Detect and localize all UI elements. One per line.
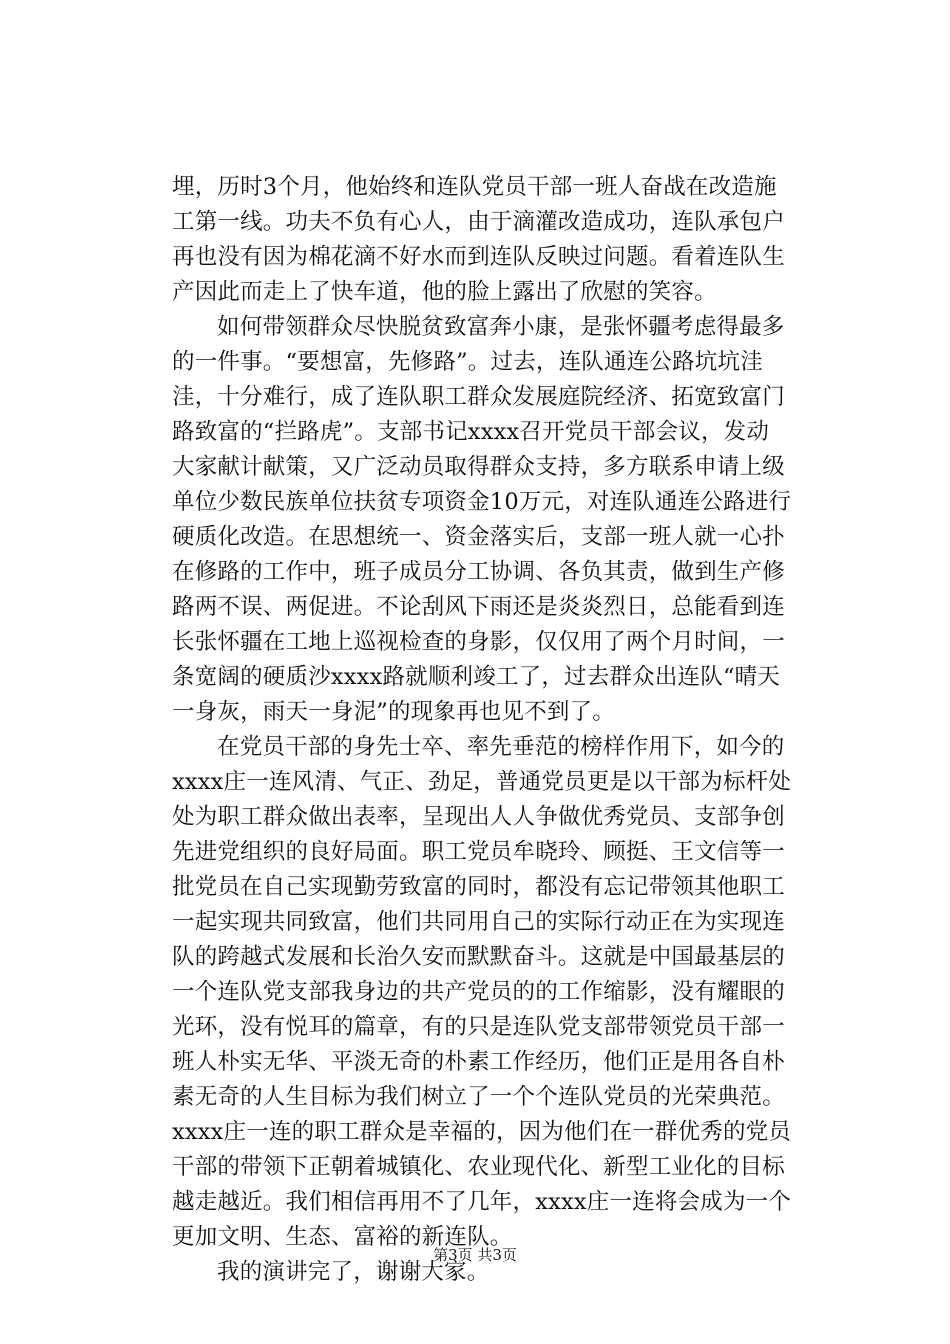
text-line: xxxx庄一连风清、气正、劲足，普通党员更是以干部为标杆处 — [172, 769, 792, 795]
page-footer: 第3页 共3页 — [433, 1246, 517, 1264]
text-line: 再也没有因为棉花滴不好水而到连队反映过问题。看着连队生 — [172, 244, 785, 270]
paragraph — [172, 170, 792, 310]
text-line: 越走越近。我们相信再用不了几年，xxxx庄一连将会成为一个 — [172, 1189, 792, 1215]
text-line: 干部的带领下正朝着城镇化、农业现代化、新型工业化的目标 — [172, 1154, 785, 1180]
text-line: 大家献计献策，又广泛动员取得群众支持，多方联系申请上级 — [172, 454, 785, 480]
text-line: 光环，没有悦耳的篇章，有的只是连队党支部带领党员干部一 — [172, 1014, 785, 1040]
text-line: 处为职工群众做出表率，呈现出人人争做优秀党员、支部争创 — [172, 804, 785, 830]
text-line: 路两不误、两促进。不论刮风下雨还是炎炎烈日，总能看到连 — [172, 594, 785, 620]
text-line: 条宽阔的硬质沙xxxx路就顺利竣工了，过去群众出连队“晴天 — [172, 664, 781, 690]
text-line: 我的演讲完了，谢谢大家。 — [217, 1259, 490, 1285]
text-line: 班人朴实无华、平淡无奇的朴素工作经历，他们正是用各自朴 — [172, 1049, 785, 1075]
text-line: 批党员在自己实现勤劳致富的同时，都没有忘记带领其他职工 — [172, 874, 785, 900]
text-line: 洼，十分难行，成了连队职工群众发展庭院经济、拓宽致富门 — [172, 384, 785, 410]
paragraph — [172, 310, 792, 730]
text-line: 先进党组织的良好局面。职工党员牟晓玲、顾挺、王文信等一 — [172, 839, 785, 865]
text-line: 在修路的工作中，班子成员分工协调、各负其责，做到生产修 — [172, 559, 785, 585]
text-line: 一身灰，雨天一身泥”的现象再也见不到了。 — [172, 699, 616, 725]
text-line: xxxx庄一连的职工群众是幸福的，因为他们在一群优秀的党员 — [172, 1119, 792, 1145]
text-line: 素无奇的人生目标为我们树立了一个个连队党员的光荣典范。 — [172, 1084, 785, 1110]
text-line: 埋，历时3个月，他始终和连队党员干部一班人奋战在改造施 — [172, 174, 777, 200]
text-line: 的一件事。“要想富，先修路”。过去，连队通连公路坑坑洼 — [172, 349, 763, 375]
text-line: 更加文明、生态、富裕的新连队。 — [172, 1224, 513, 1250]
paragraph — [172, 730, 792, 1255]
text-line: 在党员干部的身先士卒、率先垂范的榜样作用下，如今的 — [217, 734, 785, 760]
text-line: 产因此而走上了快车道，他的脸上露出了欣慰的笑容。 — [172, 279, 717, 305]
text-line: 如何带领群众尽快脱贫致富奔小康，是张怀疆考虑得最多 — [217, 314, 785, 340]
document-body — [172, 170, 792, 1290]
text-line: 工第一线。功夫不负有心人，由于滴灌改造成功，连队承包户 — [172, 209, 785, 235]
text-line: 队的跨越式发展和长治久安而默默奋斗。这就是中国最基层的 — [172, 944, 785, 970]
text-line: 一起实现共同致富，他们共同用自己的实际行动正在为实现连 — [172, 909, 785, 935]
text-line: 硬质化改造。在思想统一、资金落实后，支部一班人就一心扑 — [172, 524, 785, 550]
text-line: 单位少数民族单位扶贫专项资金10万元，对连队通连公路进行 — [172, 489, 792, 515]
text-line: 一个连队党支部我身边的共产党员的的工作缩影，没有耀眼的 — [172, 979, 785, 1005]
text-line: 长张怀疆在工地上巡视检查的身影，仅仅用了两个月时间，一 — [172, 629, 785, 655]
text-line: 路致富的“拦路虎”。支部书记xxxx召开党员干部会议，发动 — [172, 419, 770, 445]
